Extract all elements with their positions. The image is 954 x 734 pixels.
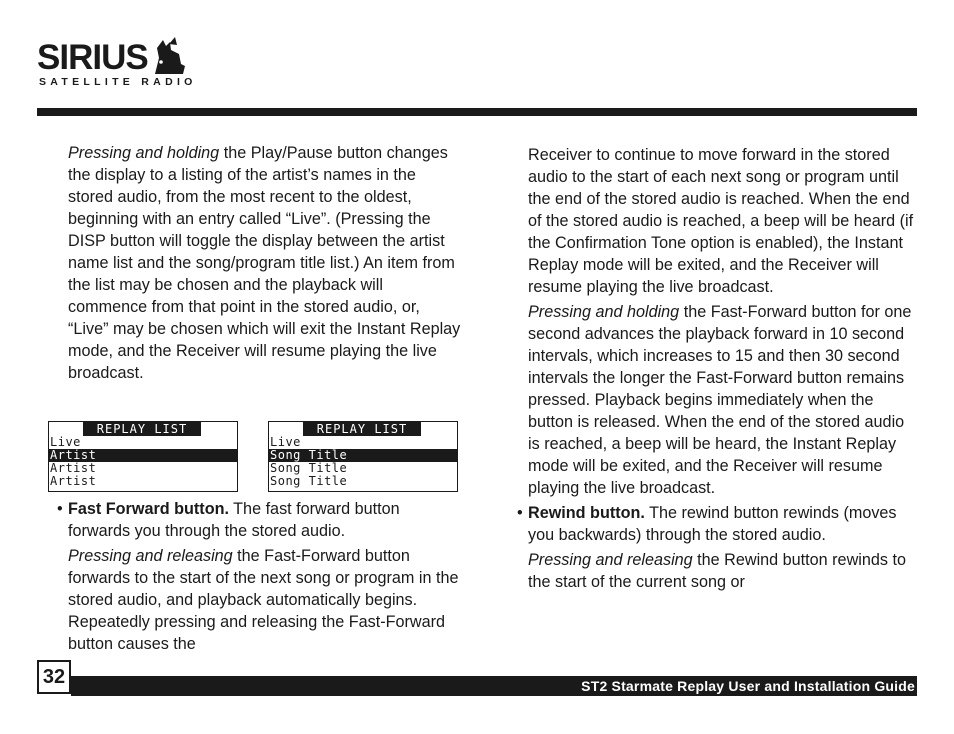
fast-forward-item — [57, 498, 464, 542]
emphasis-text: Pressing and releasing — [528, 551, 693, 569]
emphasis-text: Pressing and holding — [528, 303, 680, 321]
display-row: Live — [270, 435, 301, 449]
emphasis-text: Pressing and releasing — [68, 547, 233, 565]
display-row: Artist — [50, 461, 97, 475]
replay-list-display-song — [268, 421, 458, 492]
display-row: Live — [50, 435, 81, 449]
bullet-icon: • — [517, 504, 523, 522]
column-left-bottom — [57, 498, 464, 658]
paragraph-press-hold-play — [68, 142, 464, 384]
display-row-selected: Song Title — [269, 449, 457, 462]
emphasis-text: Pressing and holding — [68, 144, 220, 162]
item-text: The rewind button rewinds (moves you backwards) through the stored audio. — [528, 504, 897, 544]
display-row: Song Title — [270, 461, 348, 475]
sirius-logo — [37, 36, 197, 90]
display-title: REPLAY LIST — [83, 422, 201, 436]
header-rule — [37, 108, 917, 116]
bullet-icon: • — [57, 500, 63, 518]
display-row: Artist — [50, 474, 97, 488]
dog-star-icon — [149, 36, 189, 76]
paragraph-text: the Play/Pause button changes the display to a listing of the artist’s names in the stored audio, from the most recent to the oldest, beginning with an entry called “Live”. (Pressing the DISP button will toggle the display between the artist name list and the song/program title list.) An item from the list may be chosen and the playback will commence from that point in the stored audio, or, “Live” may be chosen which will exit the Instant Replay mode, and the Receiver will resume playing the live broadcast. — [68, 144, 461, 382]
paragraph-text: the Rewind button rewinds to the start of the current song or — [528, 551, 906, 591]
item-label: Fast Forward button. — [68, 500, 229, 518]
paragraph-text: the Fast-Forward button for one second advances the playback forward in 10 second intervals, which increases to 15 and then 30 second intervals the longer the Fast-Forward button remains pressed. Playback begins immediately when the button is released. When the end of the stored audio is reached, a beep will be heard, the Instant Replay mode will be exited, and the Receiver will resume playing the live broadcast. — [528, 303, 912, 497]
paragraph-continuation: Receiver to continue to move forward in the stored audio to the start of each next song or program until the end of the stored audio is reached. When the end of the stored audio is reached, a beep will be heard (if the Confirmation Tone option is enabled), the Instant Replay mode will be exited, and the Receiver will resume playing the live broadcast. — [528, 146, 914, 296]
replay-list-display-artist — [48, 421, 238, 492]
footer-guide-title: ST2 Starmate Replay User and Installation Guide — [71, 676, 917, 696]
item-text: The fast forward button forwards you through the stored audio. — [68, 500, 400, 540]
rewind-item — [517, 502, 920, 546]
column-left-top — [68, 142, 464, 387]
paragraph-press-hold-ff — [528, 301, 920, 499]
paragraph-press-release-rw — [528, 549, 920, 593]
logo-wordmark: SIRIUS — [37, 38, 148, 77]
paragraph-press-release-ff — [68, 545, 464, 655]
display-row: Song Title — [270, 474, 348, 488]
paragraph-text: the Fast-Forward button forwards to the start of the next song or program in the stored audio, and playback automatically begins. Repeatedly pressing and releasing the Fast-Forward button causes the — [68, 547, 459, 653]
display-title: REPLAY LIST — [303, 422, 421, 436]
page-number: 32 — [37, 660, 71, 694]
item-label: Rewind button. — [528, 504, 645, 522]
logo-tagline: SATELLITE RADIO — [39, 76, 197, 88]
column-right — [517, 144, 920, 596]
display-row-selected: Artist — [49, 449, 237, 462]
